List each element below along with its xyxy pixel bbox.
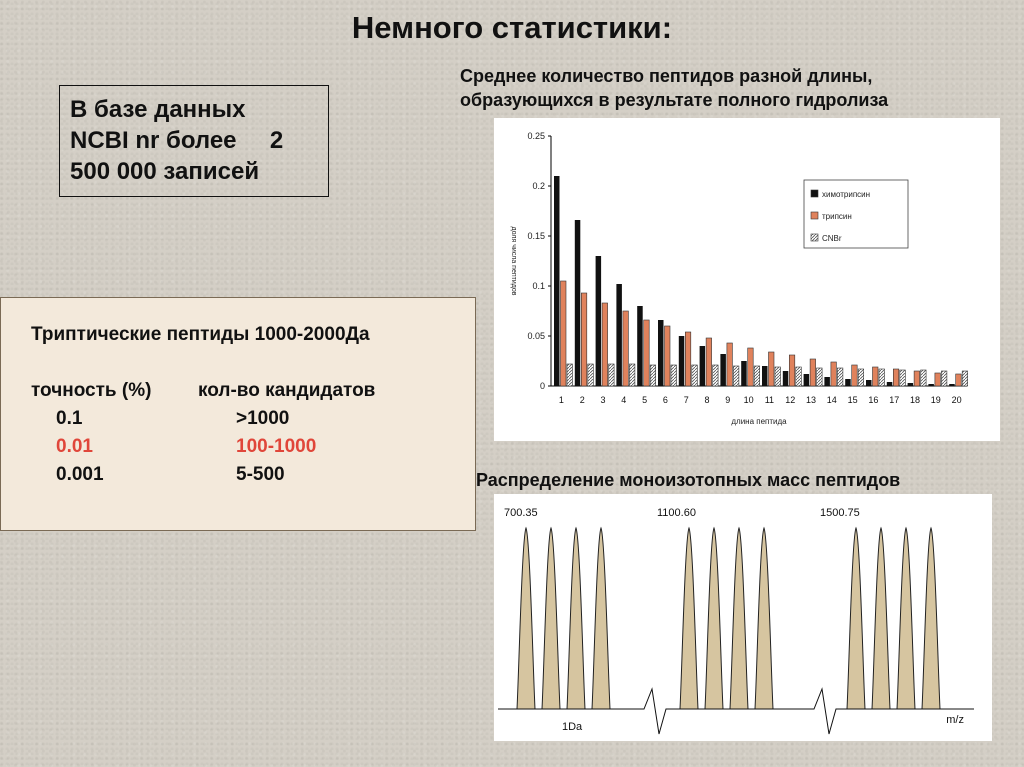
accuracy-value-highlighted: 0.01 — [56, 436, 93, 457]
bar-chymotrypsin — [928, 384, 934, 386]
bar-chart-title-line: образующихся в результате полного гидролиза — [460, 90, 889, 110]
bar-chart — [494, 118, 1000, 441]
bar-chymotrypsin — [658, 320, 664, 386]
bar-trypsin — [706, 338, 712, 386]
bar-cnbr — [962, 371, 968, 386]
bar-chymotrypsin — [824, 377, 830, 386]
bar-cnbr — [650, 365, 656, 386]
mass-distribution-chart — [494, 494, 992, 741]
spacing-annotation: 1Da — [562, 721, 583, 733]
accuracy-column-header: точность (%) — [31, 380, 152, 401]
bar-chymotrypsin — [554, 176, 560, 386]
bar-chymotrypsin — [720, 354, 726, 386]
isotope-peak — [705, 528, 723, 709]
bar-cnbr — [692, 365, 698, 386]
bar-chymotrypsin — [804, 374, 810, 386]
bar-cnbr — [900, 370, 906, 386]
bar-trypsin — [935, 373, 941, 386]
bar-chymotrypsin — [596, 256, 602, 386]
bar-chymotrypsin — [637, 306, 643, 386]
legend-swatch — [811, 190, 818, 197]
x-tick-label: 2 — [579, 395, 585, 405]
database-line: В базе данных — [70, 96, 246, 123]
bar-chymotrypsin — [700, 346, 706, 386]
bar-cnbr — [858, 369, 864, 386]
bar-trypsin — [852, 365, 858, 386]
x-tick-label: 19 — [930, 395, 941, 405]
mass-label: 1500.75 — [820, 507, 860, 519]
bar-trypsin — [581, 293, 587, 386]
mass-label: 700.35 — [504, 507, 538, 519]
bar-trypsin — [685, 332, 691, 386]
y-tick-label: 0.25 — [527, 131, 545, 141]
y-tick-label: 0 — [539, 381, 545, 391]
x-tick-label: 12 — [785, 395, 796, 405]
isotope-peak — [922, 528, 940, 709]
database-info-box — [59, 85, 329, 197]
isotope-peak — [592, 528, 610, 709]
bar-chart-panel — [494, 118, 1000, 441]
bar-cnbr — [817, 368, 823, 386]
bar-chymotrypsin — [616, 284, 622, 386]
bar-cnbr — [713, 365, 719, 386]
x-tick-label: 16 — [868, 395, 879, 405]
x-axis-label: длина пептида — [731, 417, 787, 426]
y-tick-label: 0.2 — [532, 181, 545, 191]
bar-chymotrypsin — [575, 220, 581, 386]
isotope-peak — [897, 528, 915, 709]
isotope-peak — [730, 528, 748, 709]
legend-label: химотрипсин — [822, 190, 871, 199]
bar-chymotrypsin — [949, 384, 955, 386]
bar-trypsin — [602, 303, 608, 386]
bar-chymotrypsin — [783, 371, 789, 386]
x-tick-label: 6 — [662, 395, 668, 405]
x-tick-label: 15 — [847, 395, 858, 405]
bar-cnbr — [837, 368, 843, 386]
x-tick-label: 3 — [600, 395, 606, 405]
bar-trypsin — [769, 352, 775, 386]
bar-trypsin — [561, 281, 567, 386]
bar-chymotrypsin — [908, 383, 914, 386]
bar-cnbr — [796, 367, 802, 386]
database-line: 500 000 записей — [70, 158, 260, 185]
x-tick-label: 18 — [909, 395, 921, 405]
bar-trypsin — [623, 311, 629, 386]
slide-title: Немного статистики: — [351, 10, 673, 45]
y-tick-label: 0.1 — [532, 281, 545, 291]
bar-trypsin — [893, 369, 899, 386]
x-tick-label: 11 — [764, 395, 775, 405]
bar-cnbr — [941, 371, 947, 386]
bar-cnbr — [671, 365, 677, 386]
x-tick-label: 8 — [704, 395, 710, 405]
legend-swatch — [811, 234, 818, 241]
isotope-peak — [517, 528, 535, 709]
bar-chart-title — [460, 64, 1020, 112]
bar-trypsin — [727, 343, 733, 386]
y-tick-label: 0.15 — [527, 231, 545, 241]
legend-swatch — [811, 212, 818, 219]
bar-trypsin — [665, 326, 671, 386]
legend-label: CNBr — [822, 234, 842, 243]
x-tick-label: 20 — [951, 395, 962, 405]
isotope-peak — [872, 528, 890, 709]
bar-chymotrypsin — [741, 361, 747, 386]
x-tick-label: 14 — [826, 395, 837, 405]
bar-cnbr — [754, 366, 760, 386]
tryptic-peptides-box — [0, 297, 476, 531]
bar-cnbr — [775, 367, 781, 386]
isotope-peak — [847, 528, 865, 709]
bar-trypsin — [956, 374, 962, 386]
y-tick-label: 0.05 — [527, 331, 545, 341]
mass-distribution-panel — [494, 494, 992, 741]
tryptic-heading: Триптические пептиды 1000-2000Да — [31, 324, 370, 345]
bar-cnbr — [567, 364, 573, 386]
bar-cnbr — [921, 370, 927, 386]
x-tick-label: 7 — [683, 395, 689, 405]
bar-chymotrypsin — [866, 380, 872, 386]
bar-trypsin — [810, 359, 816, 386]
x-axis-label: m/z — [946, 714, 964, 726]
x-tick-label: 4 — [621, 395, 627, 405]
bar-trypsin — [789, 355, 795, 386]
accuracy-value: 0.001 — [56, 464, 104, 485]
bar-cnbr — [629, 364, 635, 386]
bar-cnbr — [588, 364, 594, 386]
mass-label: 1100.60 — [657, 507, 696, 519]
bar-cnbr — [733, 366, 739, 386]
bar-chymotrypsin — [762, 366, 768, 386]
bar-chymotrypsin — [679, 336, 685, 386]
isotope-peak — [755, 528, 773, 709]
x-tick-label: 17 — [889, 395, 900, 405]
distribution-title: Распределение моноизотопных масс пептидов — [476, 470, 901, 490]
bar-trypsin — [914, 371, 920, 386]
isotope-peak — [567, 528, 585, 709]
x-tick-label: 9 — [725, 395, 731, 405]
x-tick-label: 13 — [805, 395, 817, 405]
candidates-column-header: кол-во кандидатов — [198, 380, 376, 401]
database-line: NCBI nr более 2 — [70, 127, 284, 154]
bar-chymotrypsin — [845, 379, 851, 386]
legend-label: трипсин — [822, 212, 852, 221]
bar-cnbr — [609, 364, 615, 386]
bar-trypsin — [644, 320, 650, 386]
bar-chart-title-line: Среднее количество пептидов разной длины, — [460, 66, 873, 86]
isotope-peak — [542, 528, 560, 709]
bar-trypsin — [831, 362, 837, 386]
x-tick-label: 10 — [743, 395, 754, 405]
candidates-value: >1000 — [236, 408, 290, 429]
accuracy-value: 0.1 — [56, 408, 83, 429]
bar-chymotrypsin — [887, 382, 893, 386]
bar-trypsin — [748, 348, 754, 386]
candidates-value-highlighted: 100-1000 — [236, 436, 317, 457]
bar-cnbr — [879, 369, 885, 386]
y-axis-label: доля числа пептидов — [510, 226, 517, 296]
x-tick-label: 5 — [642, 395, 648, 405]
bar-trypsin — [873, 367, 879, 386]
x-tick-label: 1 — [558, 395, 564, 405]
candidates-value: 5-500 — [236, 464, 285, 485]
isotope-peak — [680, 528, 698, 709]
